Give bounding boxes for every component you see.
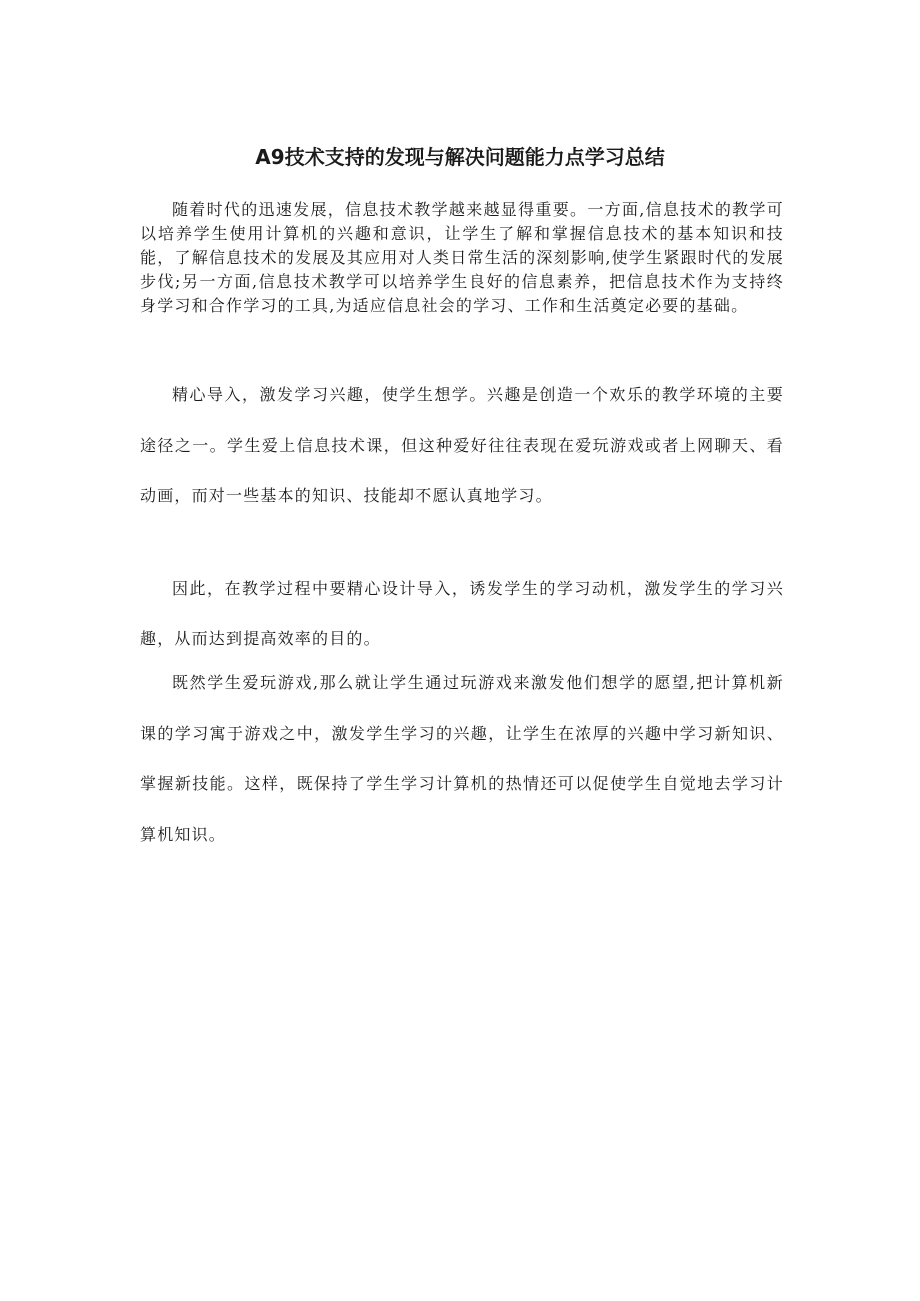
document-title: A9技术支持的发现与解决问题能力点学习总结 <box>255 145 665 169</box>
paragraph-3: 因此，在教学过程中要精心设计导入，诱发学生的学习动机，激发学生的学习兴趣，从而达到提高效率的目的。 <box>140 579 784 648</box>
paragraph-1: 随着时代的迅速发展，信息技术教学越来越显得重要。一方面,信息技术的教学可以培养学生使用计算机的兴趣和意识，让学生了解和掌握信息技术的基本知识和技能，了解信息技术的发展及其应用对人类日常生活的深刻影响,使学生紧跟时代的发展步伐;另一方面,信息技术教学可以培养学生良好的信息素养，把信息技术作为支持终身学习和合作学习的工具,为适应信息社会的学习、工作和生活奠定必要的基础。 <box>140 200 784 315</box>
paragraph-4: 既然学生爱玩游戏,那么就让学生通过玩游戏来激发他们想学的愿望,把计算机新课的学习寓于游戏之中，激发学生学习的兴趣，让学生在浓厚的兴趣中学习新知识、掌握新技能。这样，既保持了学生学习计算机的热情还可以促使学生自觉地去学习计算机知识。 <box>140 673 784 844</box>
paragraph-2: 精心导入，激发学习兴趣，使学生想学。兴趣是创造一个欢乐的教学环境的主要途径之一。学生爱上信息技术课，但这种爱好往往表现在爱玩游戏或者上网聊天、看动画，而对一些基本的知识、技能却不愿认真地学习。 <box>140 385 784 505</box>
